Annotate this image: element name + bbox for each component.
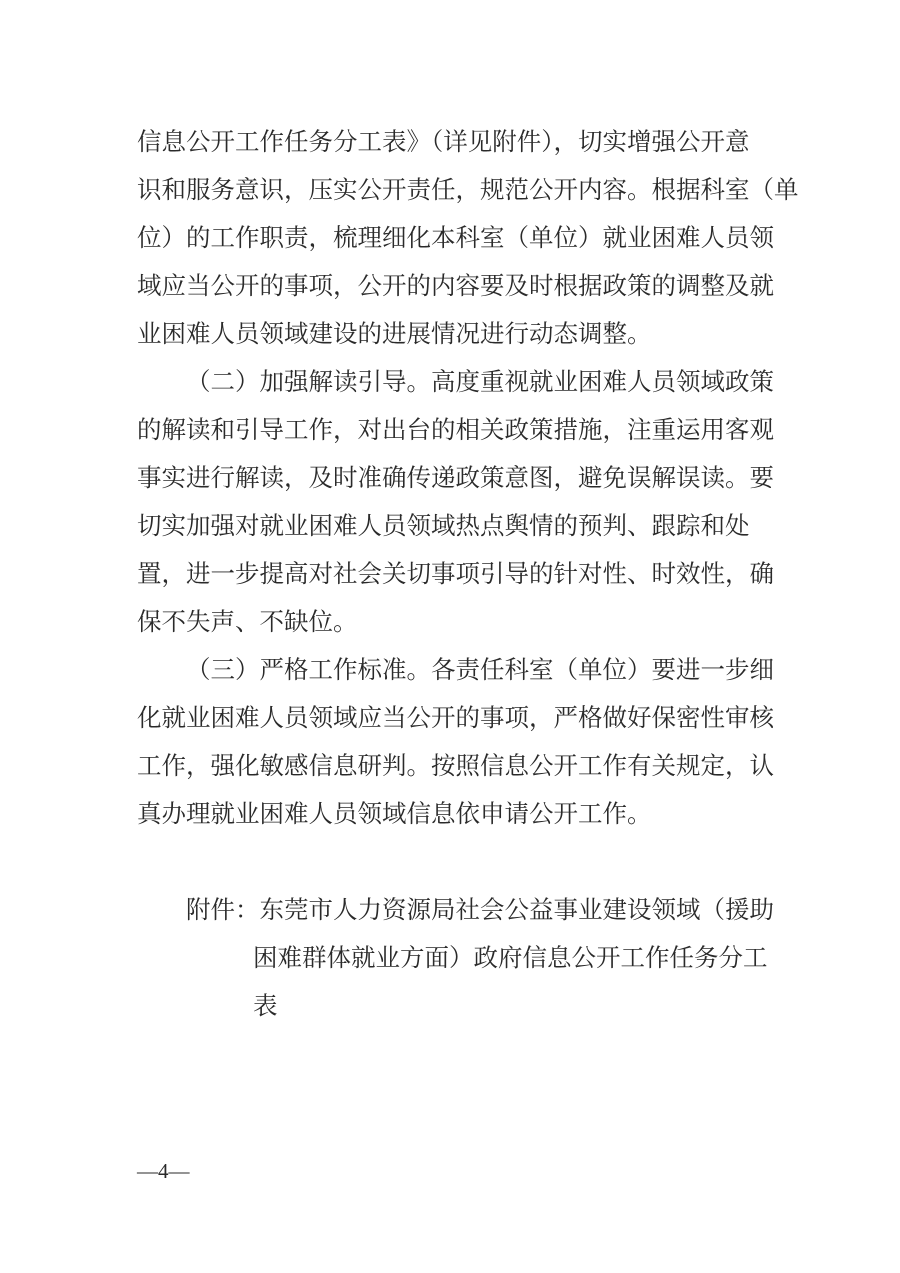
text-line: 事实进行解读，及时准确传递政策意图，避免误解误读。要 (137, 463, 774, 492)
text-line: 置，进一步提高对社会关切事项引导的针对性、时效性，确 (137, 559, 774, 588)
text-line: 保不失声、不缺位。 (137, 607, 358, 636)
attachment-line: 表 (253, 991, 278, 1020)
text-line: 真办理就业困难人员领域信息依申请公开工作。 (137, 799, 652, 828)
text-line: 信息公开工作任务分工表》（详见附件），切实增强公开意 (137, 127, 750, 156)
attachment-line: 困难群体就业方面）政府信息公开工作任务分工 (253, 943, 768, 972)
text-line: 化就业困难人员领域应当公开的事项，严格做好保密性审核 (137, 703, 774, 732)
attachment-line: 附件：东莞市人力资源局社会公益事业建设领域（援助 (186, 895, 774, 924)
text-line: （三）严格工作标准。各责任科室（单位）要进一步细 (186, 655, 774, 684)
text-line: 工作，强化敏感信息研判。按照信息公开工作有关规定，认 (137, 751, 774, 780)
text-line: 位）的工作职责，梳理细化本科室（单位）就业困难人员领 (137, 223, 774, 252)
text-line: 业困难人员领域建设的进展情况进行动态调整。 (137, 319, 652, 348)
page-number: —4— (137, 1159, 190, 1183)
text-line: （二）加强解读引导。高度重视就业困难人员领域政策 (186, 367, 774, 396)
text-line: 的解读和引导工作，对出台的相关政策措施，注重运用客观 (137, 415, 774, 444)
text-line: 域应当公开的事项，公开的内容要及时根据政策的调整及就 (137, 271, 774, 300)
text-line: 切实加强对就业困难人员领域热点舆情的预判、跟踪和处 (137, 511, 750, 540)
text-line: 识和服务意识，压实公开责任，规范公开内容。根据科室（单 (137, 175, 799, 204)
